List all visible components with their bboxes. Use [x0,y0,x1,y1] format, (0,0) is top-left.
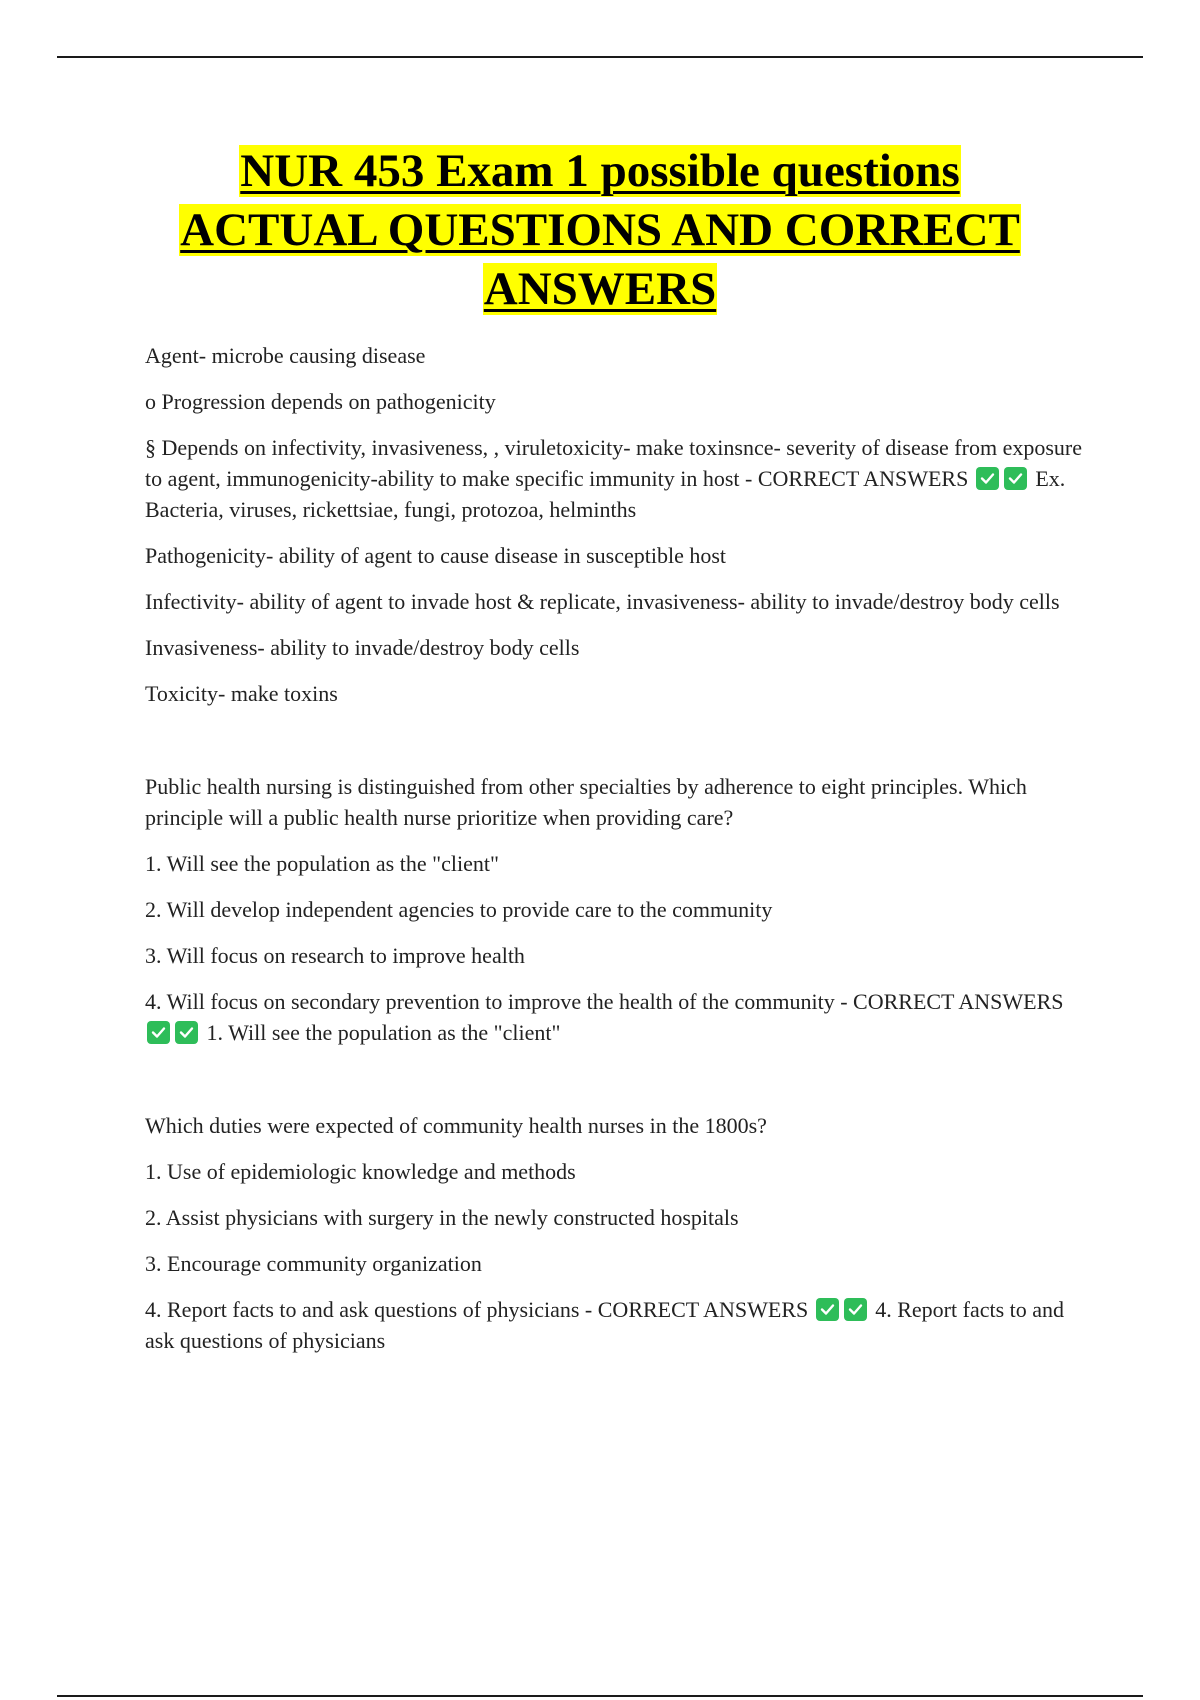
bottom-rule [57,1695,1143,1697]
check-mark-icon [147,1021,170,1044]
option-3: 3. Encourage community organization [145,1251,482,1276]
check-mark-icon [976,467,999,490]
top-rule [57,56,1143,58]
toxicity-definition: Toxicity- make toxins [145,681,338,706]
section-spacer [145,724,1090,771]
progression-note: o Progression depends on pathogenicity [145,389,496,414]
option-3: 3. Will focus on research to improve health [145,943,525,968]
correct-answer-text: 4. Report facts to and ask questions of physicians [145,1297,1065,1353]
option-1: 1. Use of epidemiologic knowledge and methods [145,1159,576,1184]
check-mark-icon [816,1298,839,1321]
check-mark-icon [844,1298,867,1321]
check-mark-icon [1004,467,1027,490]
question-public-health: Public health nursing is distinguished from other specialties by adherence to eight principles. Which principle will a public health nurse prioritize when providing care? [145,774,1027,830]
option-2: 2. Assist physicians with surgery in the newly constructed hospitals [145,1205,739,1230]
option-4-answer [145,1294,1090,1356]
correct-answer-text: 1. Will see the population as the "client" [201,1020,561,1045]
option-2: 2. Will develop independent agencies to provide care to the community [145,897,773,922]
option-1: 1. Will see the population as the "client" [145,851,499,876]
section-spacer [145,1063,1090,1110]
question-1800s-duties: Which duties were expected of community health nurses in the 1800s? [145,1113,767,1138]
infectivity-definition: Infectivity- ability of agent to invade host & replicate, invasiveness- ability to invade/destroy body cells [145,589,1060,614]
pathogenicity-definition: Pathogenicity- ability of agent to cause disease in susceptible host [145,543,727,568]
check-mark-icon [175,1021,198,1044]
depends-on-answer [145,432,1090,525]
option-4-text: 4. Report facts to and ask questions of physicians - CORRECT ANSWERS [145,1297,814,1322]
depends-on-answer-text: Ex. Bacteria, viruses, rickettsiae, fungi, protozoa, helminths [145,466,1066,522]
depends-on-text: § Depends on infectivity, invasiveness, , viruletoxicity- make toxinsnce- severity of disease from exposure to agent, immunogenicity-ability to make specific immunity in host - CORRECT ANSWERS [145,435,1082,491]
invasiveness-definition: Invasiveness- ability to invade/destroy body cells [145,635,580,660]
title-line-3: ANSWERS [483,263,717,315]
title-line-1: NUR 453 Exam 1 possible questions [240,145,960,197]
option-4-text: 4. Will focus on secondary prevention to improve the health of the community - CORRECT ANSWERS [145,989,1064,1014]
option-4-answer [145,986,1090,1048]
document-body [145,340,1090,1371]
document-title [100,142,1100,319]
agent-definition: Agent- microbe causing disease [145,343,426,368]
title-line-2: ACTUAL QUESTIONS AND CORRECT [180,204,1020,256]
